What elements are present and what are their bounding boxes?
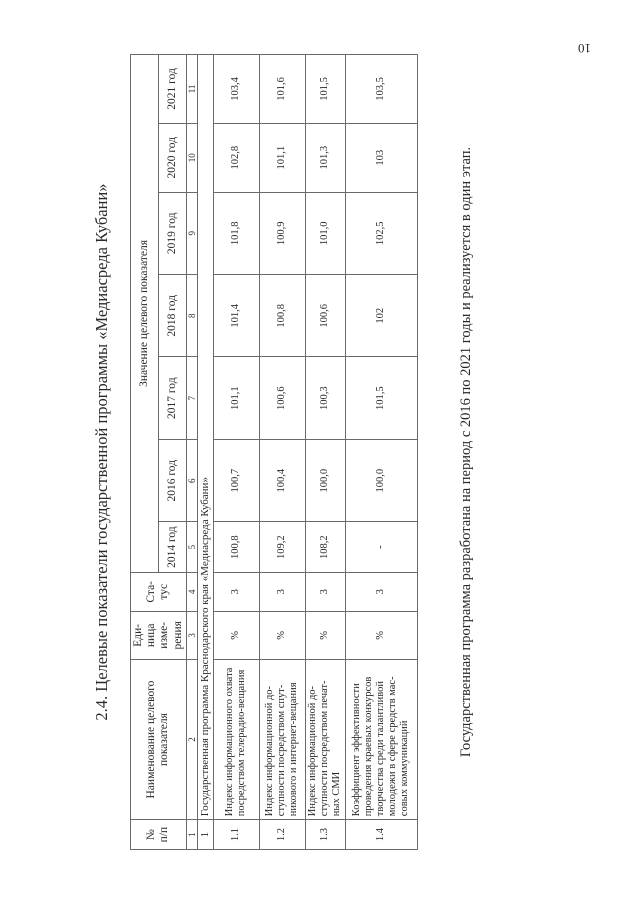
- row-value: 102,5: [345, 192, 417, 274]
- section-heading: 2.4. Целевые показатели государственной программы «Медиасреда Кубани»: [92, 183, 111, 721]
- table-row: [259, 55, 305, 850]
- row-name: Коэффициент эффективности проведения краевых конкурсов творчества среди талантливой молодежи в сфере средств мас-совых коммуникаций: [345, 659, 417, 819]
- column-number: 5: [186, 522, 197, 572]
- row-value: 109,2: [259, 522, 305, 572]
- header-row: [131, 55, 159, 850]
- row-value: 101,8: [213, 192, 259, 274]
- row-value: 103: [345, 123, 417, 192]
- indicators-table: [130, 54, 418, 850]
- row-name: Индекс информационной до-ступности посредством спут-никового и интернет-вещания: [259, 659, 305, 819]
- row-unit: %: [259, 611, 305, 659]
- row-status: 3: [213, 572, 259, 611]
- rotated-page-content: [90, 42, 550, 862]
- row-value: 100,0: [305, 439, 345, 521]
- row-value: 101,0: [305, 192, 345, 274]
- column-number: 4: [186, 572, 197, 611]
- section-title: Государственная программа Краснодарского края «Медиасреда Кубани»: [198, 55, 214, 820]
- column-number: 9: [186, 192, 197, 274]
- header-status: Ста-тус: [131, 572, 187, 611]
- row-value: 100,7: [213, 439, 259, 521]
- header-values-group: Значение целевого показателя: [131, 55, 159, 573]
- row-value: 101,5: [305, 55, 345, 124]
- header-num: № п/п: [131, 820, 187, 850]
- program-period-note: Государственная программа разработана на период с 2016 по 2021 годы и реализуется в один этап.: [458, 146, 474, 758]
- table-row: [345, 55, 417, 850]
- row-value: 101,1: [259, 123, 305, 192]
- row-status: 3: [259, 572, 305, 611]
- row-value: 101,5: [345, 357, 417, 439]
- row-name: Индекс информационной до-ступности посредством печат-ных СМИ: [305, 659, 345, 819]
- row-value: 101,1: [213, 357, 259, 439]
- column-number: 1: [186, 820, 197, 850]
- page-number: 10: [578, 41, 591, 56]
- table-row: [305, 55, 345, 850]
- row-value: 101,4: [213, 275, 259, 357]
- header-year: 2019 год: [158, 192, 186, 274]
- row-value: 102,8: [213, 123, 259, 192]
- row-unit: %: [305, 611, 345, 659]
- row-num: 1.4: [345, 820, 417, 850]
- header-year: 2017 год: [158, 357, 186, 439]
- header-year: 2018 год: [158, 275, 186, 357]
- column-number: 2: [186, 659, 197, 819]
- row-value: 100,4: [259, 439, 305, 521]
- row-value: 100,8: [213, 522, 259, 572]
- column-numbers-row: [186, 55, 197, 850]
- row-value: -: [345, 522, 417, 572]
- column-number: 11: [186, 55, 197, 124]
- column-number: 10: [186, 123, 197, 192]
- row-value: 100,3: [305, 357, 345, 439]
- row-status: 3: [345, 572, 417, 611]
- row-value: 101,3: [305, 123, 345, 192]
- header-unit: Еди-ница изме-рения: [131, 611, 187, 659]
- row-num: 1.3: [305, 820, 345, 850]
- row-value: 103,5: [345, 55, 417, 124]
- header-year: 2020 год: [158, 123, 186, 192]
- row-num: 1.2: [259, 820, 305, 850]
- section-row: [198, 55, 214, 850]
- section-num: 1: [198, 820, 214, 850]
- column-number: 3: [186, 611, 197, 659]
- row-value: 102: [345, 275, 417, 357]
- row-value: 100,9: [259, 192, 305, 274]
- header-year: 2016 год: [158, 439, 186, 521]
- header-name: Наименование целевого показателя: [131, 659, 187, 819]
- header-year: 2021 год: [158, 55, 186, 124]
- row-value: 100,8: [259, 275, 305, 357]
- column-number: 6: [186, 439, 197, 521]
- row-unit: %: [345, 611, 417, 659]
- row-value: 101,6: [259, 55, 305, 124]
- row-status: 3: [305, 572, 345, 611]
- row-num: 1.1: [213, 820, 259, 850]
- row-value: 100,6: [305, 275, 345, 357]
- row-value: 100,6: [259, 357, 305, 439]
- row-value: 100,0: [345, 439, 417, 521]
- row-unit: %: [213, 611, 259, 659]
- row-value: 108,2: [305, 522, 345, 572]
- header-year: 2014 год: [158, 522, 186, 572]
- row-name: Индекс информационного охвата посредством телерадио-вещания: [213, 659, 259, 819]
- column-number: 8: [186, 275, 197, 357]
- column-number: 7: [186, 357, 197, 439]
- row-value: 103,4: [213, 55, 259, 124]
- table-row: [213, 55, 259, 850]
